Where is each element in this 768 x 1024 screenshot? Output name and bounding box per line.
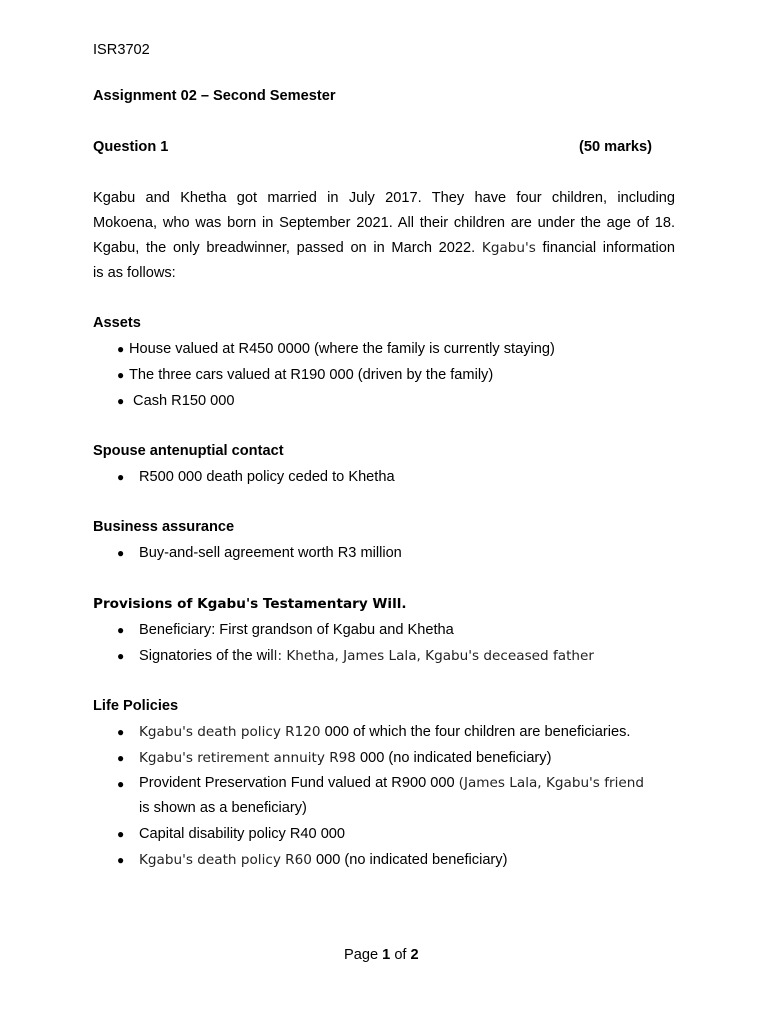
list-item (117, 745, 679, 771)
intro-line-3-c: financial information (535, 240, 675, 256)
will-item-2-a: Signatories of the wil (139, 648, 274, 664)
bullet-icon: ● (117, 777, 125, 791)
intro-line-4: is as follows: (93, 265, 176, 281)
life-item-5-a: Kgabu's death policy R60 (139, 852, 312, 868)
page-number: 1 (382, 947, 391, 963)
will-heading: Provisions of Kgabu's Testamentary Will. (93, 596, 407, 612)
life-item-3-c: is shown as a beneficiary) (139, 800, 307, 816)
list-item (117, 719, 679, 745)
intro-line-2: Mokoena, who was born in September 2021. All their children are under the age of 18. (93, 215, 675, 231)
business-item-1: Buy-and-sell agreement worth R3 million (139, 545, 402, 561)
bullet-icon: ● (117, 623, 125, 637)
life-item-2-b: 000 (no indicated beneficiary) (355, 750, 552, 766)
antenuptial-heading: Spouse antenuptial contact (93, 443, 284, 459)
bullet-icon: ● (117, 470, 125, 484)
will-list (117, 617, 594, 669)
of-word: of (390, 947, 411, 963)
bullet-icon: ● (117, 368, 125, 382)
bullet-icon: ● (117, 546, 125, 560)
list-item (117, 643, 594, 669)
bullet-icon: ● (117, 853, 125, 867)
list-item (117, 464, 395, 490)
intro-line-3-a: Kgabu, the only breadwinner, passed on in March 2022. (93, 240, 482, 256)
life-item-2-a: Kgabu's retirement annuity R98 (139, 750, 356, 766)
life-policies-list (117, 719, 679, 873)
life-item-4: Capital disability policy R40 000 (139, 826, 346, 842)
assignment-title: Assignment 02 – Second Semester (93, 88, 336, 104)
asset-item-3: Cash R150 000 (129, 393, 235, 409)
list-item (117, 821, 679, 847)
question-label: Question 1 (93, 139, 169, 155)
bullet-icon: ● (117, 394, 125, 408)
bullet-icon: ● (117, 342, 125, 356)
list-item (117, 540, 402, 566)
antenuptial-list (117, 464, 395, 490)
life-item-1-b: 000 of which the four children are beneficiaries. (320, 724, 631, 740)
asset-item-1: House valued at R450 0000 (where the family is currently staying) (129, 341, 555, 357)
page-word: Page (344, 947, 383, 963)
list-item (117, 847, 679, 873)
list-item (117, 336, 555, 362)
question-marks: (50 marks) (579, 139, 653, 155)
will-item-2-b: l: Khetha, James Lala, Kgabu's deceased father (273, 648, 594, 664)
business-list (117, 540, 402, 566)
bullet-icon: ● (117, 649, 125, 663)
life-item-5-b: 000 (no indicated beneficiary) (311, 852, 508, 868)
list-item (117, 617, 594, 643)
antenuptial-item-1: R500 000 death policy ceded to Khetha (139, 469, 395, 485)
list-item (117, 388, 555, 414)
page-total: 2 (410, 947, 419, 963)
page-footer (344, 947, 419, 963)
life-item-1-a: Kgabu's death policy R120 (139, 724, 321, 740)
bullet-icon: ● (117, 827, 125, 841)
list-item (117, 362, 555, 388)
intro-line-3 (93, 236, 675, 261)
assets-list (117, 336, 555, 414)
intro-line-1: Kgabu and Khetha got married in July 2017. They have four children, including (93, 190, 675, 206)
bullet-icon: ● (117, 751, 125, 765)
intro-paragraph (93, 186, 675, 286)
will-item-1: Beneficiary: First grandson of Kgabu and Khetha (139, 622, 454, 638)
intro-line-3-b: Kgabu's (481, 240, 536, 256)
asset-item-2: The three cars valued at R190 000 (driven by the family) (129, 367, 494, 383)
bullet-icon: ● (117, 725, 125, 739)
life-policies-heading: Life Policies (93, 698, 179, 714)
life-item-3-b: (James Lala, Kgabu's friend (458, 775, 644, 791)
assets-heading: Assets (93, 315, 141, 331)
course-code: ISR3702 (93, 42, 150, 58)
list-item (117, 771, 679, 821)
life-item-3-a: Provident Preservation Fund valued at R900 000 (139, 775, 459, 791)
business-heading: Business assurance (93, 519, 235, 535)
